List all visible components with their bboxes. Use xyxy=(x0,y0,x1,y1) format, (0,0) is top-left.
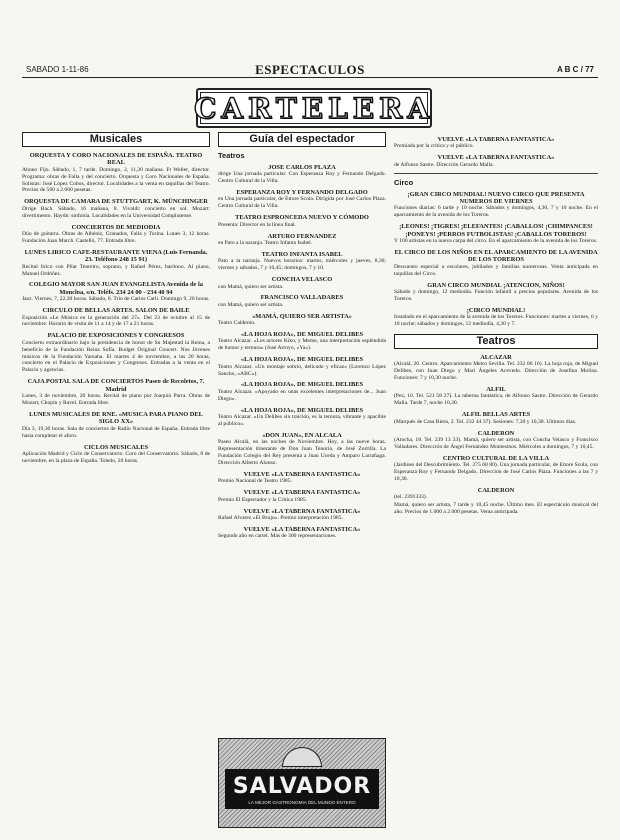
guia-item-body: Paseo Alcalá, en las noches de Noviembre. Hoy, a las nueve horas. Representación itinerante de Don Juan Tenorio, de José Zorrilla. La Fundación Colegio del Rey presenta a Juan Uceda y Amparo Larrañaga. Dirección Alberto Alonso. xyxy=(218,439,386,467)
guia-item-heading: ARTURO FERNANDEZ xyxy=(267,232,337,240)
musicales-item-heading: LUNES LIRICO CAFE-RESTAURANTE VIENA (Luis Fernanda, 23. Teléfono 248 15 91) xyxy=(24,248,208,264)
guia-item-heading: VUELVE «LA TABERNA FANTASTICA» xyxy=(243,507,361,515)
circo-item-heading: ¡LEONES! ¡TIGRES! ¡ELEFANTES! ¡CABALLOS! ¡CHIMPANCES! ¡PONEYS! ¡PERROS FUTBOLISTAS! ¡CABALLOS TOREROS! xyxy=(399,223,593,238)
musicales-item-heading: COLEGIO MAYOR SAN JUAN EVANGELISTA Avenida de la Moncloa, s/n. Teléfs. 234 24 00 - 234 40 94 xyxy=(29,281,203,296)
guia-item-body: con Mamá, quiero ser artista. xyxy=(218,301,284,308)
teatro-item-body: (Alcalá, 20. Centro. Aparcamiento Metro Sevilla. Tel. 232 06 16). La hoja roja, de Miguel Delibes, con Juan Diego y Mari Ángeles Acevedo. Dirección de Josefina Molina. Funciones: 7 y 10,30 noche. xyxy=(394,361,598,382)
musicales-item-heading: CAJA POSTAL SALA DE CONCIERTOS Paseo de Recoletos, 7. Madrid xyxy=(27,378,205,393)
musicales-item-body: Jazz. Viernes, 7, 22,30 horas. Sábado, 8. Trío de Carlos Carli. Domingo 9, 20 horas. xyxy=(22,296,210,303)
guia-item-body: Premio El Espectador y la Crítica 1985. xyxy=(218,496,308,503)
guia-title: Guía del espectador xyxy=(218,132,386,147)
circo-item-body: Y 100 artistas en la nueva carpa del circo. En el aparcamiento de la avenida de los Toreros. xyxy=(394,237,598,244)
circo-item-heading: GRAN CIRCO MUNDIAL ¡ATENCION, NIÑOS! xyxy=(427,281,565,289)
column-guia xyxy=(218,132,386,832)
musicales-item-body: Concierto extraordinario bajo la presidencia de honor de Su Majestad la Reina, a beneficio de la Fundación Reina Sofía. Budget Original Concert. Nos Jóvenes músicos de la Fundación Yamaha. El martes 4 de noviembre, a las 20 horas, concierto en el Palacio de Exposiciones y Congresos. Entradas a la venta en el Palacio y agencias. xyxy=(22,339,210,374)
circo-item-heading: EL CIRCO DE LOS NIÑOS EN EL APARCAMIENTO DE LA AVENIDA DE LOS TOREROS xyxy=(394,248,598,264)
guia-item-body: con Mamá, quiero ser artista. xyxy=(218,283,284,290)
guia-item-heading: VUELVE «LA TABERNA FANTASTICA» xyxy=(243,525,361,533)
teatro-item-body: (tel. 2391333). xyxy=(394,494,428,501)
taberna-item-heading: VUELVE «LA TABERNA FANTASTICA» xyxy=(437,154,555,162)
musicales-item-body: Exposición «Le Música en la generación del 27». Del 23 de octubre al 15 de noviembre. Horario de visita de 11 a 14 y de 17 a 21 horas. xyxy=(22,314,210,328)
guia-item-body: en Pato a la naranja. Teatro Infanta Isabel. xyxy=(218,239,313,246)
guia-item-heading: «LA HOJA ROJA», DE MIGUEL DELIBES xyxy=(240,381,364,389)
teatro-item-heading: ALCAZAR xyxy=(480,353,512,361)
circo-item-body: Funciones diarias: 6 tarde y 10 noche. Sábados y domingos, 4,30, 7 y 10 noche. En el aparcamiento de la avenida de los Toreros. xyxy=(394,205,598,219)
guia-item-heading: VUELVE «LA TABERNA FANTASTICA» xyxy=(243,470,361,478)
guia-item-heading: «MAMÁ, QUIERO SER ARTISTA» xyxy=(252,312,352,320)
circo-item-heading: ¡GRAN CIRCO MUNDIAL! NUEVO CIRCO QUE PRESENTA NUMEROS DE VIERNES xyxy=(407,190,585,205)
column-right xyxy=(394,132,598,832)
guia-item-body: Teatro Calderón. xyxy=(218,320,256,327)
teatro-item-heading: CALDERON xyxy=(477,429,515,437)
issue-date: SABADO 1-11-86 xyxy=(26,65,89,74)
guia-item-body: dirige Una jornada particular. Con Esperanza Roy y Fernando Delgado. Centro Cultural de la Villa. xyxy=(218,171,386,185)
guia-item-body: en Una jornada particular, de Ettore Scola. Dirigida por José Carlos Plaza. Centro Cultural de la Villa. xyxy=(218,196,386,210)
column-musicales xyxy=(22,132,210,832)
circo-item-heading: ¡CIRCO MUNDIAL! xyxy=(466,306,526,314)
cartelera-banner xyxy=(196,88,432,128)
teatro-item-heading: CENTRO CULTURAL DE LA VILLA xyxy=(442,454,550,462)
guia-item-heading: ESPERANZA ROY Y FERNANDO DELGADO xyxy=(236,189,368,197)
guia-item-heading: TEATRO INFANTA ISABEL xyxy=(261,250,343,258)
musicales-item-heading: PALACIO DE EXPOSICIONES Y CONGRESOS xyxy=(47,332,185,340)
musicales-item-body: Aplicación Madrid y Ciclo de Conservatorio. Coro del Conservatorio. Sábado, 8 de noviembre, en la plaza de España. Toledo, 20 horas. xyxy=(22,450,210,464)
circo-item-body: Sábado y domingo, 12 mediodía. Función infantil a precios populares. Avenida de los Toreros. xyxy=(394,288,598,302)
guia-item-heading: JOSE CARLOS PLAZA xyxy=(268,163,336,171)
guia-item-body: Presenta: Director en la línea final. xyxy=(218,221,296,228)
circo-list xyxy=(394,191,598,328)
guia-item-heading: CONCHA VELASCO xyxy=(271,276,333,284)
guia-item-body: Teatro Alcazar. «Un montaje sobrio, delicado y eficaz» (Lorenzo López Sancho, «ABC»). xyxy=(218,363,386,377)
circo-item-body: Descuento especial a escolares, jubilados y familias numerosas. Venta anticipada en taquillas del Circo. xyxy=(394,263,598,277)
guia-item-body: Teatro Alcazar. «Apoyado en unas excelentes interpretaciones de... Juan Diego». xyxy=(218,388,386,402)
musicales-item-heading: ORQUESTA Y CORO NACIONALES DE ESPAÑA. TEATRO REAL xyxy=(29,151,203,167)
banner-title: CARTELERA xyxy=(194,91,434,125)
ad-band xyxy=(225,769,379,809)
section-title: ESPECTACULOS xyxy=(255,62,365,77)
taberna-item-body: Premiada por la crítica y el público. xyxy=(394,143,474,150)
teatro-item-body: Mamá, quiero ser artista, 7 tarde y 10,45 noche. Último mes. El espectáculo musical del año. Precios de 1.000 a 2.000 pesetas. Venta anticipada. xyxy=(394,502,598,516)
musicales-item-heading: CICLOS MUSICALES xyxy=(83,443,149,451)
ad-arch-icon xyxy=(282,747,322,767)
taberna-list xyxy=(394,136,598,169)
guia-item-heading: «LA HOJA ROJA», DE MIGUEL DELIBES xyxy=(240,331,364,339)
teatro-item-body: (Marqués de Casa Riera, 2. Tel. 232 44 37). Sesiones: 7,30 y 10,30. Ultimos días. xyxy=(394,418,577,425)
teatro-item-heading: CALDERON xyxy=(477,486,515,494)
musicales-item-body: Día 3, 19,30 horas. Sala de conciertos de Radio Nacional de España. Entrada libre hasta completar el aforo. xyxy=(22,425,210,439)
page-header xyxy=(22,62,598,78)
guia-list xyxy=(218,164,386,540)
guia-item-body: Pato a la naranja. Nuevos horarios: martes, miércoles y jueves, 8,30; viernes y sábados, 7 y 10,45; domingos, 7 y 10. xyxy=(218,258,386,272)
guia-item-heading: «LA HOJA ROJA», DE MIGUEL DELIBES xyxy=(240,356,364,364)
musicales-item-body: Dúo de guitarra. Obras de Albéniz, Granados, Falla y Turina. Lunes 3, 12 horas. Fundación Juan March. Castelló, 77. Entrada libre. xyxy=(22,230,210,244)
guia-item-body: Teatro Alcazar. «Un Delibes sin traición, es la ternura, vibrante y apacible al público». xyxy=(218,414,386,427)
guia-item-heading: VUELVE «LA TABERNA FANTASTICA» xyxy=(243,489,361,497)
guia-item-body: Segundo año en cartel. Más de 300 representaciones. xyxy=(218,533,337,540)
teatro-item-heading: ALFIL BELLAS ARTES xyxy=(461,411,531,419)
divider xyxy=(394,173,598,174)
musicales-item-heading: CONCIERTOS DE MEDIODIA xyxy=(71,223,161,231)
musicales-item-body: Dirige Bach. Sábado, 16 mañana, 8. Vivaldi: concierto en sol. Mozart: divertimento. Haydn: sinfonía. Localidades en la Universidad Complutense. xyxy=(22,205,210,219)
guia-item-body: Premio Nacional de Teatro 1985. xyxy=(218,478,292,485)
guia-item-body: Rafael Alvarez «El Brujo». Premio interpretación 1985. xyxy=(218,514,343,521)
guia-item-body: Teatro Alcazar. «Los actores Kiko, y Meme, una interpretación espléndida de humor y ternura» (José Arroyo, «Ya»). xyxy=(218,338,386,352)
musicales-item-heading: LUNES MUSICALES DE RNE. «MUSICA PARA PIANO DEL SIGLO XX» xyxy=(29,410,203,426)
teatros-list xyxy=(394,354,598,516)
musicales-item-heading: ORQUESTA DE CAMARA DE STUTTGART, K. MÜNCHINGER xyxy=(24,198,208,206)
teatro-item-body: (Pez, 10. Tel. 521 58 27). La taberna fantástica, de Alfonso Sastre. Dirección de Gerardo Malla. Tarde 7, noche 10,30. xyxy=(394,393,598,407)
ad-name: SALVADOR xyxy=(232,773,372,799)
circo-item-body: Instalado en el aparcamiento de la avenida de los Toreros. Funciones: martes a viernes, 6 y 10 noche; sábados y domingos, 12 mediodía, 4,30 y 7. xyxy=(394,314,598,328)
musicales-item-body: Recital lírico con Pilar Tenreiro, soprano, y Rafael Pérez, barítono. Al piano, Manuel Ordóñez. xyxy=(22,263,210,277)
musicales-title: Musicales xyxy=(22,132,210,147)
guia-item-heading: «LA HOJA ROJA», DE MIGUEL DELIBES xyxy=(240,406,364,414)
taberna-item-heading: VUELVE «LA TABERNA FANTASTICA» xyxy=(437,136,555,143)
musicales-item-heading: CIRCULO DE BELLAS ARTES. SALON DE BAILE xyxy=(42,307,190,315)
teatro-item-heading: ALFIL xyxy=(486,385,506,393)
teatro-item-body: (Atocha, 18. Tel. 239 13 33). Mamá, quiero ser artista, con Concha Velasco y Francisco Valladares. Dirección de Ángel Fernández Montesinos. Miércoles a domingos, 7 y 10,45. xyxy=(394,436,598,450)
taberna-item-body: de Alfonso Sastre. Dirección Gerardo Malla. xyxy=(394,161,494,168)
circo-label: Circo xyxy=(394,177,414,187)
musicales-item-body: Lunes, 3 de noviembre, 20 horas. Recital de piano por Joaquín Parra. Obras de Mozart, Chopin y Ravel. Entrada libre. xyxy=(22,393,210,406)
banner-frame xyxy=(194,91,434,125)
teatro-item-body: (Jardines del Descubrimiento. Tel. 275 60 80). Una jornada particular, de Ettore Scola, con Esperanza Roy y Fernando Delgado. Dirección de José Carlos Plaza. Funciones a las 7 y 10,30. xyxy=(394,462,598,482)
ad-tagline: LA MEJOR GASTRONOMIA DEL MUNDO ENTERO xyxy=(248,799,356,805)
guia-teatros-label: Teatros xyxy=(218,150,245,160)
guia-item-heading: «DON JUAN», EN ALCALA xyxy=(262,431,342,439)
page-number: A B C / 77 xyxy=(556,65,594,74)
salvador-advertisement xyxy=(218,738,386,828)
musicales-list xyxy=(22,152,210,465)
teatros-title: Teatros xyxy=(394,334,598,349)
guia-item-heading: TEATRO ESPRONCEDA NUEVO Y CÓMODO xyxy=(235,214,369,222)
guia-item-heading: FRANCISCO VALLADARES xyxy=(260,294,344,302)
musicales-item-body: Abono Fijo. Sábado, 1, 7 tarde. Domingo, 2, 11,30 mañana. Ft Weller, director. Programa: obras de Falla y del concierto. Orquesta y Coro Nacionales de España. Solistas: José López Cobos, director. Localidades a la venta en taquillas del Teatro. Precios de 500 a 2.000 pesetas. xyxy=(22,166,210,194)
